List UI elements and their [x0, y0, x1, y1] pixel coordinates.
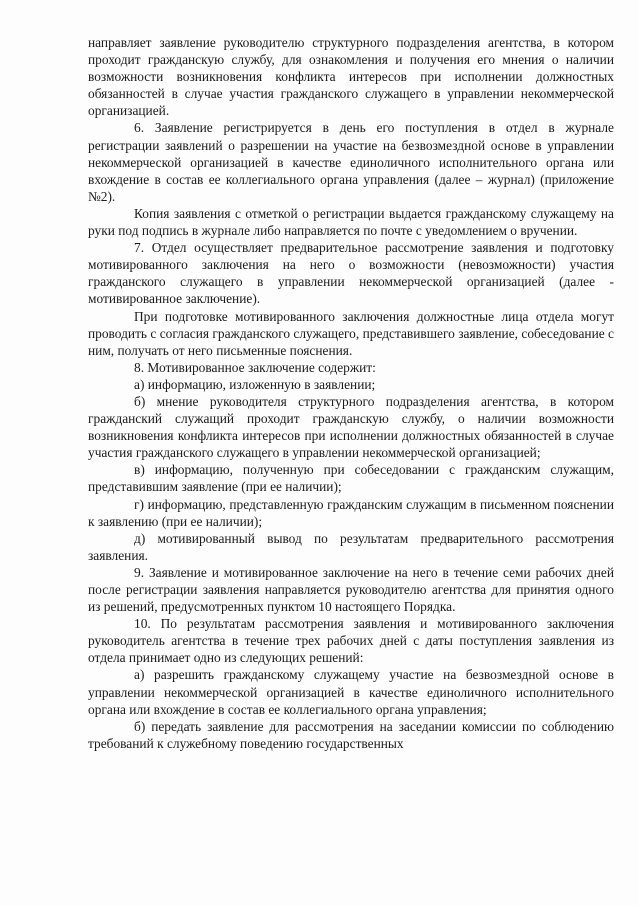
paragraph-item-9: 9. Заявление и мотивированное заключение на него в течение семи рабочих дней после регистрации заявления направляется руководителю агентства для принятия одного из решений, предусмотренных пунктом 10 настоящего Порядка.: [88, 564, 614, 615]
paragraph: При подготовке мотивированного заключения должностные лица отдела могут проводить с согласия гражданского служащего, представившего заявление, собеседование с ним, получать от него письменные пояснения.: [88, 308, 614, 358]
paragraph-item-10: 10. По результатам рассмотрения заявления и мотивированного заключения руководитель агентства в течение трех рабочих дней с даты поступления заявления из отдела принимает одно из следующих решений:: [88, 616, 614, 666]
list-item-g: г) информацию, представленную гражданским служащим в письменном пояснении к заявлению (при ее наличии);: [88, 496, 614, 529]
paragraph-item-6: 6. Заявление регистрируется в день его поступления в отдел в журнале регистрации заявлений о разрешении на участие на безвозмездной основе в управлении некоммерческой организацией в качестве единоличного исполнительного органа или вхождение в состав ее коллегиального органа управления (далее – журнал) (приложение №2).: [88, 120, 614, 204]
paragraph-item-8: 8. Мотивированное заключение содержит:: [134, 359, 376, 375]
paragraph-item-7: 7. Отдел осуществляет предварительное рассмотрение заявления и подготовку мотивированного заключения на него о возможности (невозможности) участия гражданского служащего в управлении некоммерческой организацией (далее - мотивированное заключение).: [88, 240, 614, 307]
list-item-b: б) передать заявление для рассмотрения на заседании комиссии по соблюдению требований к служебному поведению государственных: [88, 718, 614, 751]
paragraph: Копия заявления с отметкой о регистрации выдается гражданскому служащему на руки под подпись в журнале либо направляется по почте с уведомлением о вручении.: [88, 205, 614, 239]
list-item-a: а) разрешить гражданскому служащему участие на безвозмездной основе в управлении некоммерческой организацией в качестве единоличного исполнительного органа или вхождение в состав ее коллегиального органа управления;: [88, 667, 614, 717]
list-item-b: б) мнение руководителя структурного подразделения агентства, в котором гражданский служащий проходит гражданскую службу, о наличии возможности возникновения конфликта интересов при исполнении должностных обязанностей в случае участия гражданского служащего в управлении некоммерческой организацией;: [88, 393, 614, 461]
paragraph: направляет заявление руководителю структурного подразделения агентства, в котором проходит гражданскую службу, для ознакомления и получения его мнения о наличии возможности возникновения конфликта интересов при исполнении должностных обязанностей в случае участия гражданского служащего в управлении некоммерческой организацией.: [88, 35, 614, 119]
list-item-d: д) мотивированный вывод по результатам предварительного рассмотрения заявления.: [88, 530, 614, 563]
document-body: [88, 34, 614, 752]
list-item-v: в) информацию, полученную при собеседовании с гражданским служащим, представившим заявление (при ее наличии);: [88, 462, 614, 495]
list-item-a: а) информацию, изложенную в заявлении;: [134, 376, 376, 392]
